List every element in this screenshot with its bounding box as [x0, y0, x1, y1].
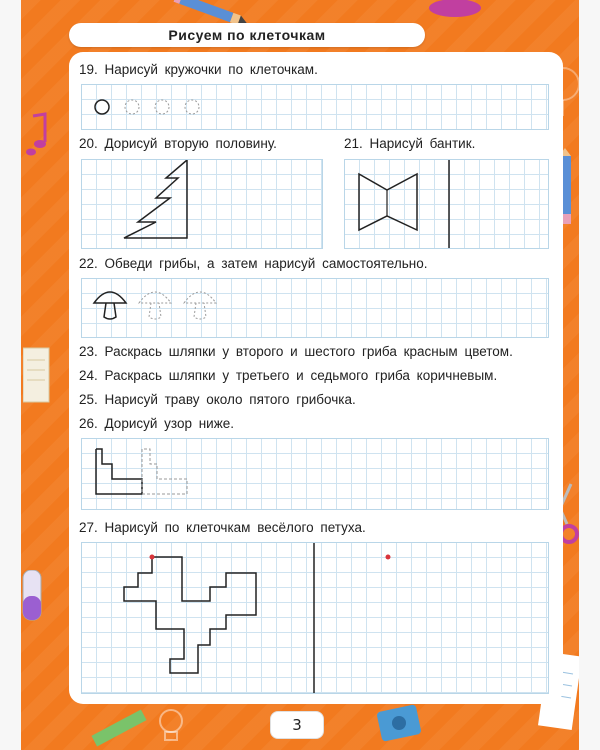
- task-20-grid[interactable]: [81, 159, 323, 249]
- pencil-icon: [171, 0, 251, 24]
- ruler-icon: [81, 708, 151, 748]
- bow-drawing: [345, 160, 548, 248]
- task-22-text: 22. Обведи грибы, а затем нарисуй самостоятельно.: [79, 256, 428, 271]
- sample-circle: [95, 100, 109, 114]
- mushrooms-drawing: [82, 279, 548, 337]
- open-book-icon: [23, 340, 53, 410]
- pattern-drawing: [82, 439, 548, 509]
- task-24-text: 24. Раскрась шляпки у третьего и седьмого гриба коричневым.: [79, 368, 498, 383]
- page-title: Рисуем по клеточкам: [168, 27, 326, 43]
- dashed-circle: [185, 100, 199, 114]
- task-26-text: 26. Дорисуй узор ниже.: [79, 416, 235, 431]
- task-20-text: 20. Дорисуй вторую половину.: [79, 136, 277, 151]
- light-bulb-icon: [151, 705, 191, 745]
- task-19-text: 19. Нарисуй кружочки по клеточкам.: [79, 62, 318, 77]
- task-21-grid[interactable]: [344, 159, 549, 249]
- task-25-text: 25. Нарисуй траву около пятого грибочка.: [79, 392, 356, 407]
- test-tube-icon: [425, 0, 485, 22]
- page-title-banner: [69, 23, 425, 47]
- task-19-grid[interactable]: [81, 84, 549, 130]
- pattern-sample: [96, 449, 142, 494]
- half-tree-drawing: [82, 160, 322, 248]
- dashed-circle: [155, 100, 169, 114]
- worksheet-card: [69, 52, 563, 704]
- orange-page-frame: [21, 0, 579, 750]
- task-27-text: 27. Нарисуй по клеточкам весёлого петуха.: [79, 520, 366, 535]
- task-22-grid[interactable]: [81, 278, 549, 338]
- start-dot: [150, 555, 155, 560]
- task-26-grid[interactable]: [81, 438, 549, 510]
- test-tube-icon: [21, 570, 49, 630]
- dashed-circle: [125, 100, 139, 114]
- page-number: 3: [292, 716, 302, 734]
- mushroom-dashed: [139, 292, 171, 319]
- task-23-text: 23. Раскрась шляпки у второго и шестого гриба красным цветом.: [79, 344, 513, 359]
- mushroom-sample: [94, 292, 126, 319]
- rooster-drawing: [82, 543, 548, 693]
- task-27-grid[interactable]: [81, 542, 549, 694]
- circles-drawing: [82, 85, 548, 129]
- pattern-dashed: [142, 449, 187, 494]
- task-21-text: 21. Нарисуй бантик.: [344, 136, 476, 151]
- page-number-box: [270, 711, 324, 739]
- mushroom-dashed: [184, 292, 216, 319]
- start-dot: [386, 555, 391, 560]
- music-note-icon: [25, 112, 49, 158]
- pencil-sharpener-icon: [371, 700, 431, 744]
